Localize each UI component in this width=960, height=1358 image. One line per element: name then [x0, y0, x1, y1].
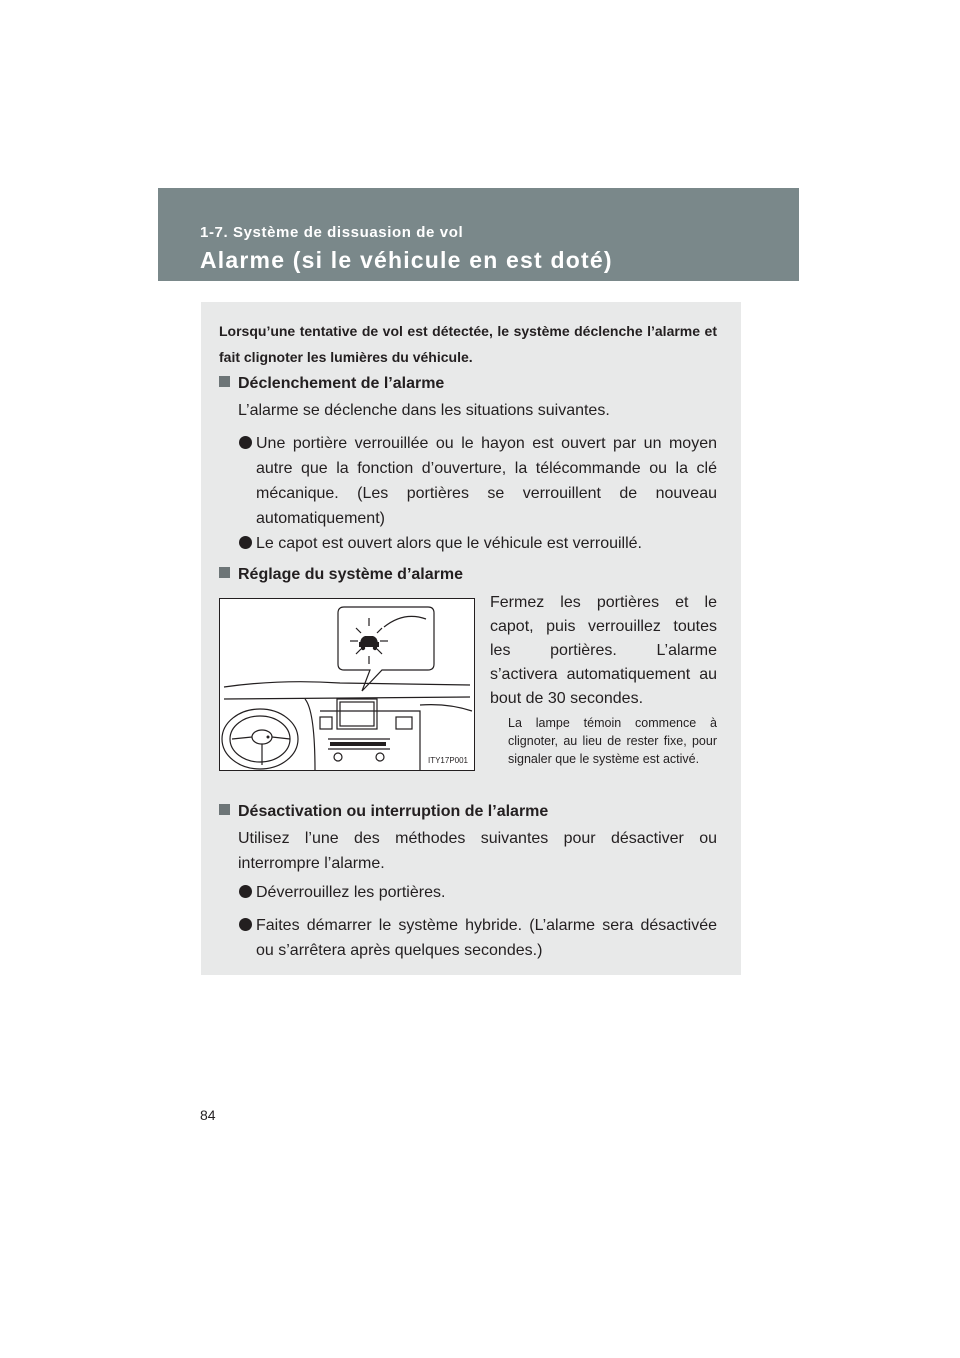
intro-text: Lorsqu’une tentative de vol est détectée, le système déclenche l’alarme et fait clignoter les lumières du véhicule.: [219, 323, 717, 365]
alarm-deactivation-text: Utilisez l’une des méthodes suivantes pour désactiver ou interrompre l’alarme.: [238, 830, 717, 872]
alarm-trigger-text: L’alarme se déclenche dans les situations suivantes.: [238, 402, 610, 419]
list-item: [239, 880, 717, 905]
page-number: 84: [200, 1107, 216, 1123]
figure-code: ITY17P001: [427, 756, 468, 765]
bullet-dot-icon: [239, 885, 252, 898]
heading-label: Désactivation ou interruption de l’alarme: [238, 803, 549, 820]
list-item-text: Faites démarrer le système hybride. (L’alarme sera désactivée ou s’arrêtera après quelques secondes.): [256, 917, 717, 959]
list-item-text: Déverrouillez les portières.: [256, 884, 446, 901]
alarm-setting-text: Fermez les portières et le capot, puis verrouillez toutes les portières. L’alarme s’activera automatiquement au bout de 30 secondes.: [490, 594, 717, 707]
square-bullet-icon: [219, 376, 230, 387]
heading-alarm-setting: [219, 564, 719, 586]
heading-alarm-trigger: [219, 373, 719, 395]
dashboard-illustration: [219, 598, 475, 771]
list-item-text: Une portière verrouillée ou le hayon est ouvert par un moyen autre que la fonction d’ouverture, la télécommande ou la clé mécanique. (Les portières se verrouillent de nouveau automatiquement): [256, 435, 717, 527]
heading-alarm-deactivation: [219, 801, 719, 823]
bullet-dot-icon: [239, 436, 252, 449]
dashboard-drawing: [220, 599, 475, 771]
heading-label: Réglage du système d’alarme: [238, 566, 463, 583]
square-bullet-icon: [219, 567, 230, 578]
chapter-header: [158, 188, 799, 281]
list-item: [239, 531, 717, 556]
list-item: [239, 913, 717, 963]
alarm-setting-note: La lampe témoin commence à clignoter, au lieu de rester fixe, pour signaler que le système est activé.: [508, 716, 717, 766]
content-box: [201, 302, 741, 975]
bullet-dot-icon: [239, 918, 252, 931]
bullet-dot-icon: [239, 536, 252, 549]
square-bullet-icon: [219, 804, 230, 815]
list-item-text: Le capot est ouvert alors que le véhicule est verrouillé.: [256, 535, 642, 552]
heading-label: Déclenchement de l’alarme: [238, 375, 445, 392]
page-title: Alarme (si le véhicule en est doté): [200, 247, 613, 273]
section-label: 1-7. Système de dissuasion de vol: [200, 224, 464, 241]
list-item: [239, 431, 717, 531]
